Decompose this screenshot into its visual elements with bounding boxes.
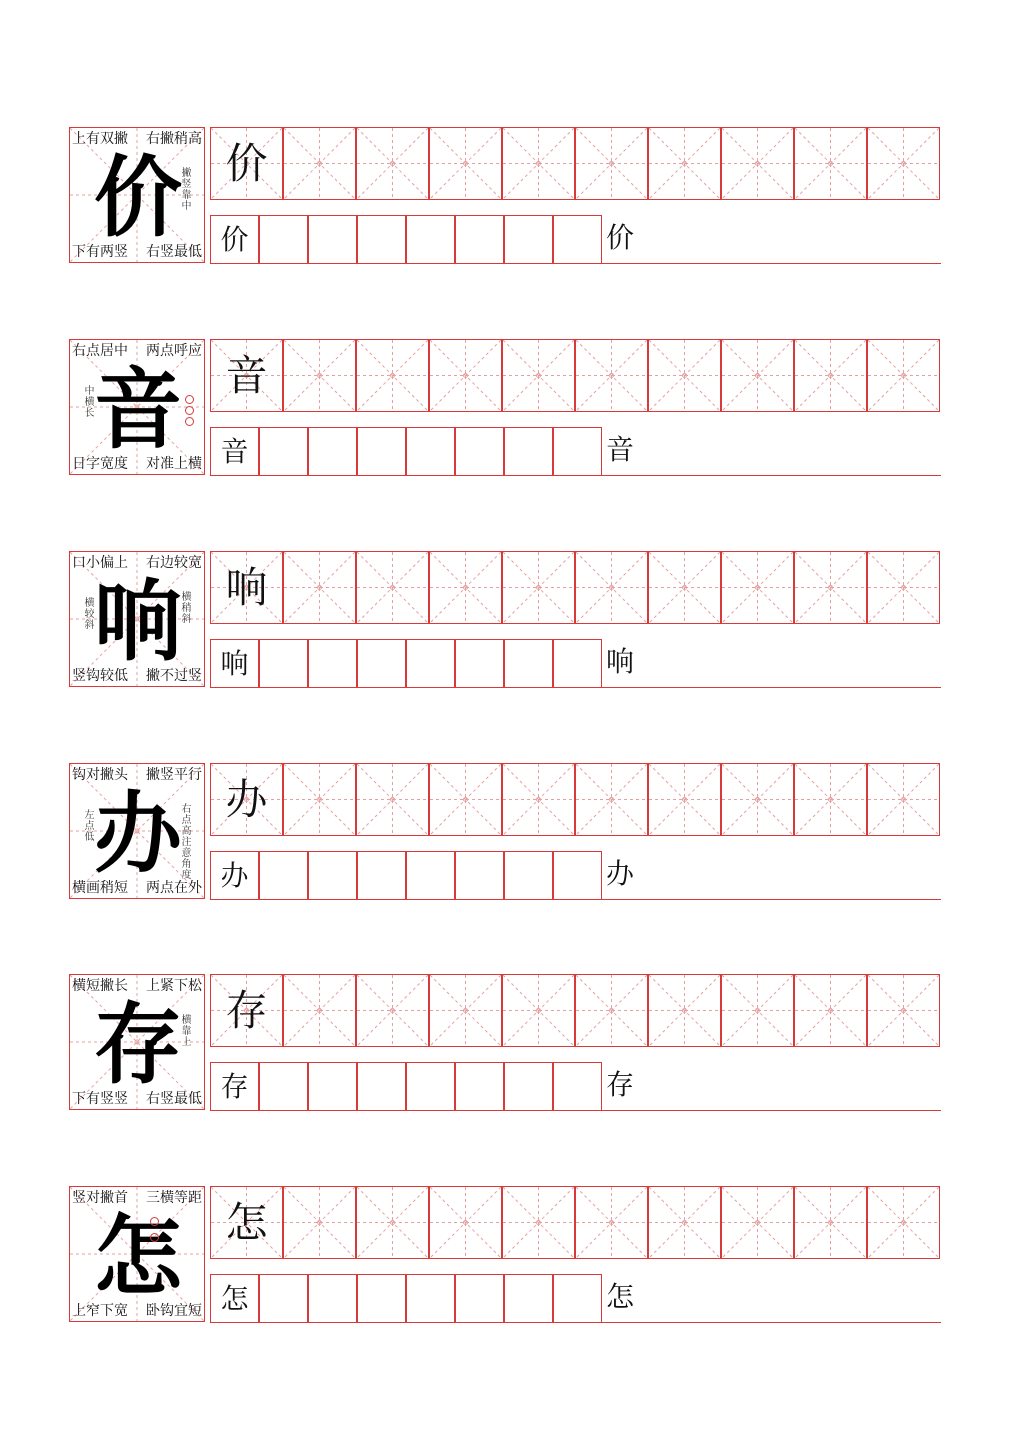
practice-square[interactable] bbox=[210, 1274, 259, 1323]
mi-grid-cell[interactable] bbox=[867, 127, 940, 200]
practice-square[interactable] bbox=[357, 427, 406, 476]
mi-grid-cell[interactable] bbox=[502, 339, 575, 412]
practice-square[interactable] bbox=[455, 215, 504, 264]
mi-grid-cell[interactable] bbox=[283, 1186, 356, 1259]
mi-grid-cell[interactable] bbox=[429, 127, 502, 200]
small-sample-character: 音 bbox=[220, 435, 249, 468]
mi-grid-cell[interactable] bbox=[575, 339, 648, 412]
small-sample-character: 响 bbox=[220, 647, 249, 680]
tip-top-left: 上有双撇 bbox=[72, 131, 128, 147]
practice-row bbox=[0, 1186, 1022, 1336]
guide-ring bbox=[185, 406, 194, 415]
mi-grid-cell[interactable] bbox=[648, 1186, 721, 1259]
tip-bottom-right: 对准上横 bbox=[146, 456, 202, 472]
practice-square[interactable] bbox=[504, 851, 553, 900]
small-sample-character: 怎 bbox=[220, 1282, 249, 1315]
mi-grid-cell[interactable] bbox=[721, 551, 794, 624]
mi-grid-cell[interactable] bbox=[721, 339, 794, 412]
mi-grid-cell[interactable] bbox=[794, 974, 867, 1047]
practice-row bbox=[0, 763, 1022, 913]
mi-grid-cell[interactable] bbox=[794, 127, 867, 200]
practice-row bbox=[0, 127, 1022, 277]
tip-bottom-right: 右竖最低 bbox=[146, 244, 202, 260]
guide-ring bbox=[185, 417, 194, 426]
practice-square[interactable] bbox=[553, 1274, 602, 1323]
tip-top-right: 两点呼应 bbox=[146, 343, 202, 359]
practice-square[interactable] bbox=[553, 639, 602, 688]
mi-grid-cell[interactable] bbox=[283, 974, 356, 1047]
practice-square[interactable] bbox=[504, 1274, 553, 1323]
sample-character: 响 bbox=[225, 563, 268, 612]
practice-square[interactable] bbox=[259, 639, 308, 688]
tip-top-left: 口小偏上 bbox=[72, 555, 128, 571]
practice-square[interactable] bbox=[259, 1274, 308, 1323]
practice-square[interactable] bbox=[259, 1062, 308, 1111]
sample-character: 存 bbox=[225, 986, 268, 1035]
mi-grid-cell[interactable] bbox=[648, 551, 721, 624]
side-note-left: 中横长 bbox=[84, 386, 95, 419]
tip-bottom-left: 横画稍短 bbox=[72, 880, 128, 896]
mi-grid-cell[interactable] bbox=[867, 1186, 940, 1259]
writing-baseline bbox=[599, 1322, 941, 1323]
practice-square[interactable] bbox=[259, 215, 308, 264]
practice-square[interactable] bbox=[210, 427, 259, 476]
practice-square[interactable] bbox=[504, 639, 553, 688]
mi-grid-cell[interactable] bbox=[867, 551, 940, 624]
sample-character: 价 bbox=[225, 139, 268, 188]
practice-square[interactable] bbox=[357, 1274, 406, 1323]
guide-box bbox=[69, 339, 205, 475]
mi-grid-cell[interactable] bbox=[575, 1186, 648, 1259]
mi-grid-cell[interactable] bbox=[429, 974, 502, 1047]
practice-square[interactable] bbox=[553, 1062, 602, 1111]
guide-box bbox=[69, 1186, 205, 1322]
tail-character: 办 bbox=[606, 857, 635, 890]
side-note-left: 左点低 bbox=[84, 810, 95, 843]
practice-square[interactable] bbox=[406, 639, 455, 688]
practice-square[interactable] bbox=[357, 639, 406, 688]
mi-grid-cell[interactable] bbox=[502, 763, 575, 836]
practice-square[interactable] bbox=[308, 427, 357, 476]
practice-square[interactable] bbox=[357, 215, 406, 264]
practice-square[interactable] bbox=[553, 427, 602, 476]
model-character: 响 bbox=[93, 570, 182, 673]
practice-square[interactable] bbox=[308, 639, 357, 688]
mi-grid-cell[interactable] bbox=[356, 763, 429, 836]
tip-top-left: 右点居中 bbox=[72, 343, 128, 359]
practice-square[interactable] bbox=[406, 1274, 455, 1323]
side-note-right: 横靠上 bbox=[181, 1015, 192, 1048]
mi-grid-cell[interactable] bbox=[575, 974, 648, 1047]
mi-grid-cell[interactable] bbox=[794, 1186, 867, 1259]
mi-grid-cell[interactable] bbox=[721, 127, 794, 200]
mi-grid-cell[interactable] bbox=[283, 127, 356, 200]
tip-bottom-right: 两点在外 bbox=[146, 880, 202, 896]
tip-top-right: 上紧下松 bbox=[146, 978, 202, 994]
practice-square[interactable] bbox=[504, 427, 553, 476]
practice-square[interactable] bbox=[210, 851, 259, 900]
mi-grid-cell[interactable] bbox=[575, 763, 648, 836]
tail-character: 音 bbox=[606, 433, 635, 466]
small-sample-character: 存 bbox=[220, 1070, 249, 1103]
tail-character: 响 bbox=[606, 645, 635, 678]
practice-square[interactable] bbox=[259, 851, 308, 900]
practice-square[interactable] bbox=[259, 427, 308, 476]
mi-grid-cell[interactable] bbox=[794, 339, 867, 412]
sample-character: 音 bbox=[225, 351, 268, 400]
tip-bottom-right: 撇不过竖 bbox=[146, 668, 202, 684]
mi-grid-cell[interactable] bbox=[210, 1186, 283, 1259]
practice-square[interactable] bbox=[210, 1062, 259, 1111]
tip-bottom-right: 卧钩宜短 bbox=[146, 1303, 202, 1319]
mi-grid-cell[interactable] bbox=[648, 127, 721, 200]
model-character: 存 bbox=[93, 993, 182, 1096]
mi-grid-cell[interactable] bbox=[210, 127, 283, 200]
mi-grid-cell[interactable] bbox=[356, 127, 429, 200]
mi-grid-cell[interactable] bbox=[356, 974, 429, 1047]
mi-grid-cell[interactable] bbox=[648, 763, 721, 836]
practice-square[interactable] bbox=[553, 215, 602, 264]
mi-grid-cell[interactable] bbox=[283, 339, 356, 412]
small-sample-character: 价 bbox=[220, 223, 249, 256]
writing-baseline bbox=[599, 1110, 941, 1111]
tail-character: 价 bbox=[606, 221, 635, 254]
mi-grid-cell[interactable] bbox=[867, 974, 940, 1047]
mi-grid-cell[interactable] bbox=[429, 1186, 502, 1259]
practice-square[interactable] bbox=[406, 851, 455, 900]
mi-grid-cell[interactable] bbox=[210, 974, 283, 1047]
guide-box bbox=[69, 127, 205, 263]
practice-square[interactable] bbox=[308, 1274, 357, 1323]
mi-grid-cell[interactable] bbox=[648, 974, 721, 1047]
guide-box bbox=[69, 974, 205, 1110]
mi-grid-cell[interactable] bbox=[356, 551, 429, 624]
writing-baseline bbox=[599, 687, 941, 688]
mi-grid-cell[interactable] bbox=[283, 763, 356, 836]
mi-grid-cell[interactable] bbox=[648, 339, 721, 412]
practice-square[interactable] bbox=[455, 639, 504, 688]
guide-ring bbox=[150, 1233, 159, 1242]
tip-bottom-left: 上窄下宽 bbox=[72, 1303, 128, 1319]
practice-square[interactable] bbox=[308, 1062, 357, 1111]
tip-bottom-left: 下有两竖 bbox=[72, 244, 128, 260]
tip-top-right: 右撇稍高 bbox=[146, 131, 202, 147]
practice-square[interactable] bbox=[357, 851, 406, 900]
mi-grid-cell[interactable] bbox=[502, 551, 575, 624]
tail-character: 怎 bbox=[606, 1280, 635, 1313]
model-character: 怎 bbox=[93, 1205, 182, 1308]
tip-top-left: 钩对撇头 bbox=[72, 767, 128, 783]
mi-grid-cell[interactable] bbox=[210, 339, 283, 412]
side-note-left: 横较斜 bbox=[84, 598, 95, 631]
practice-row bbox=[0, 974, 1022, 1124]
mi-grid-cell[interactable] bbox=[867, 763, 940, 836]
side-note-right: 撇竖靠中 bbox=[181, 168, 192, 212]
mi-grid-cell[interactable] bbox=[721, 974, 794, 1047]
practice-square[interactable] bbox=[455, 427, 504, 476]
mi-grid-cell[interactable] bbox=[794, 551, 867, 624]
tip-bottom-left: 日字宽度 bbox=[72, 456, 128, 472]
mi-grid-cell[interactable] bbox=[356, 339, 429, 412]
sample-character: 怎 bbox=[225, 1198, 268, 1247]
mi-grid-cell[interactable] bbox=[210, 763, 283, 836]
mi-grid-cell[interactable] bbox=[429, 763, 502, 836]
mi-grid-cell[interactable] bbox=[283, 551, 356, 624]
mi-grid-cell[interactable] bbox=[721, 1186, 794, 1259]
side-note-right: 右点高注意角度 bbox=[181, 804, 192, 881]
mi-grid-cell[interactable] bbox=[867, 339, 940, 412]
writing-baseline bbox=[599, 263, 941, 264]
practice-square[interactable] bbox=[455, 1274, 504, 1323]
practice-square[interactable] bbox=[553, 851, 602, 900]
guide-ring bbox=[150, 1217, 159, 1226]
guide-box bbox=[69, 551, 205, 687]
practice-square[interactable] bbox=[357, 1062, 406, 1111]
tip-bottom-left: 竖钩较低 bbox=[72, 668, 128, 684]
model-character: 办 bbox=[93, 782, 182, 885]
mi-grid-cell[interactable] bbox=[210, 551, 283, 624]
practice-row bbox=[0, 551, 1022, 701]
tip-top-left: 横短撇长 bbox=[72, 978, 128, 994]
practice-square[interactable] bbox=[308, 215, 357, 264]
tip-bottom-right: 右竖最低 bbox=[146, 1091, 202, 1107]
guide-box bbox=[69, 763, 205, 899]
tip-top-right: 撇竖平行 bbox=[146, 767, 202, 783]
tip-top-right: 三横等距 bbox=[146, 1190, 202, 1206]
sample-character: 办 bbox=[225, 775, 268, 824]
practice-square[interactable] bbox=[210, 639, 259, 688]
side-note-right: 横稍斜 bbox=[181, 592, 192, 625]
practice-square[interactable] bbox=[210, 215, 259, 264]
mi-grid-cell[interactable] bbox=[575, 551, 648, 624]
writing-baseline bbox=[599, 475, 941, 476]
tip-top-left: 竖对撇首 bbox=[72, 1190, 128, 1206]
mi-grid-cell[interactable] bbox=[502, 1186, 575, 1259]
mi-grid-cell[interactable] bbox=[721, 763, 794, 836]
practice-square[interactable] bbox=[406, 1062, 455, 1111]
mi-grid-cell[interactable] bbox=[356, 1186, 429, 1259]
practice-square[interactable] bbox=[308, 851, 357, 900]
mi-grid-cell[interactable] bbox=[502, 974, 575, 1047]
practice-row bbox=[0, 339, 1022, 489]
tip-bottom-left: 下有竖竖 bbox=[72, 1091, 128, 1107]
model-character: 价 bbox=[93, 146, 182, 249]
practice-square[interactable] bbox=[504, 1062, 553, 1111]
model-character: 音 bbox=[93, 358, 182, 461]
tail-character: 存 bbox=[606, 1068, 635, 1101]
practice-square[interactable] bbox=[504, 215, 553, 264]
practice-square[interactable] bbox=[406, 427, 455, 476]
practice-square[interactable] bbox=[455, 1062, 504, 1111]
small-sample-character: 办 bbox=[220, 859, 249, 892]
mi-grid-cell[interactable] bbox=[429, 551, 502, 624]
writing-baseline bbox=[599, 899, 941, 900]
mi-grid-cell[interactable] bbox=[575, 127, 648, 200]
mi-grid-cell[interactable] bbox=[794, 763, 867, 836]
practice-square[interactable] bbox=[406, 215, 455, 264]
guide-ring bbox=[185, 395, 194, 404]
mi-grid-cell[interactable] bbox=[502, 127, 575, 200]
tip-top-right: 右边较宽 bbox=[146, 555, 202, 571]
mi-grid-cell[interactable] bbox=[429, 339, 502, 412]
practice-square[interactable] bbox=[455, 851, 504, 900]
